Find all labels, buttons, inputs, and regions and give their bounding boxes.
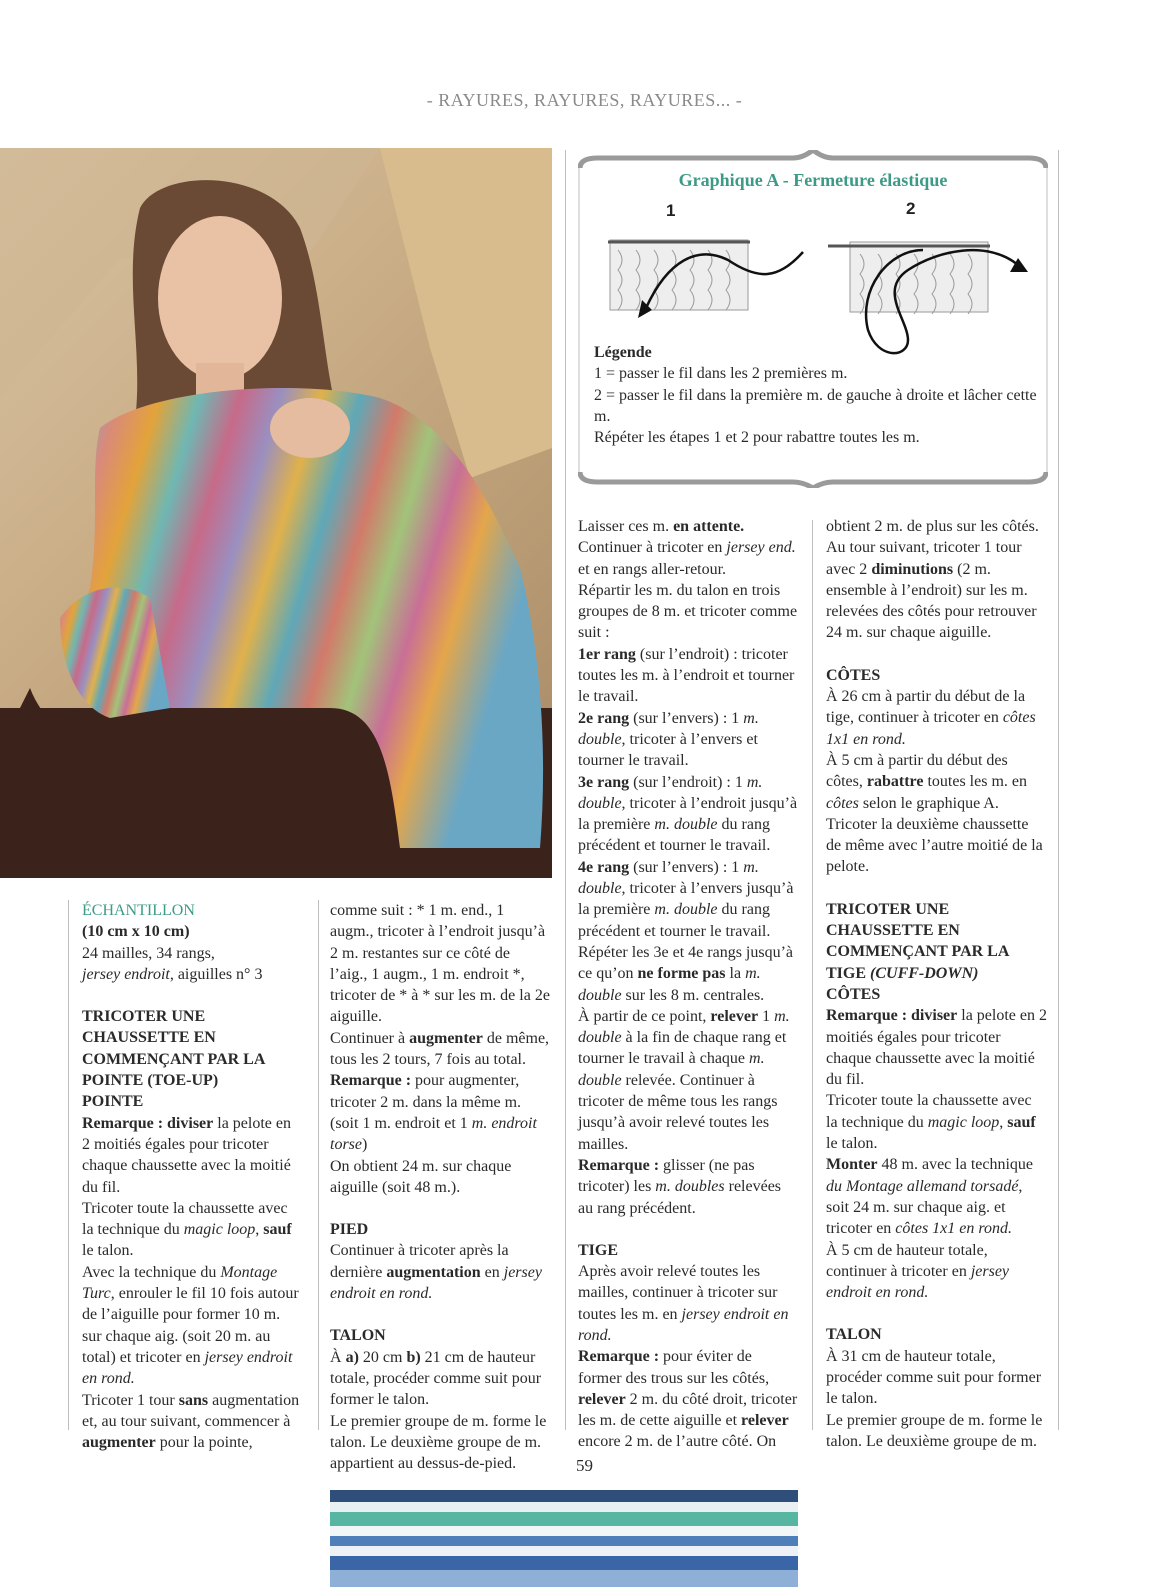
paragraph: Remarque : pour augmenter, tricoter 2 m. dans la même m. (soit 1 m. endroit et 1 m. endroit torse) [330,1072,537,1154]
text-column-1 [82,900,302,1453]
section-heading-cotes: CÔTES [826,666,881,684]
paragraph: Répartir les m. du talon en trois groupes de 8 m. et tricoter comme suit : [578,581,798,642]
paragraph: Tricoter 1 tour sans augmentation et, au tour suivant, commencer à augmenter pour la pointe, [82,1391,300,1452]
chart-title: Graphique A - Fermeture élastique [678,170,948,190]
sweater-photo [0,148,552,878]
section-heading-tige: TIGE [578,1241,619,1259]
paragraph: comme suit : * 1 m. end., 1 augm., tricoter à l’endroit jusqu’à 2 m. restantes sur ce côté de l’aig., 1 augm., 1 m. endroit *, tricoter de * à * sur les m. de la 2e aiguille. [330,902,550,1026]
paragraph: Répéter les 3e et 4e rangs jusqu’à ce qu’on ne forme pas la m. double sur les 8 m. centrales. [578,943,794,1004]
chart-legend [594,342,1044,448]
column-rule [318,900,319,1430]
column-rule [68,900,69,1430]
gauge-stitches: 24 mailles, 34 rangs, [82,944,215,962]
section-heading-talon-2: TALON [826,1326,882,1344]
knit-texture-photo [330,1490,798,1587]
gauge-needles: jersey endroit, aiguilles n° 3 [82,965,263,983]
section-heading-echantillon: ÉCHANTILLON [82,902,195,919]
column-rule [812,520,813,1430]
paragraph: obtient 2 m. de plus sur les côtés. Au tour suivant, tricoter 1 tour avec 2 diminutions (2 m. ensemble à l’endroit) sur les m. relevées des côtés pour retrouver 24 m. sur chaque aiguille. [826,518,1039,642]
paragraph: Tricoter toute la chaussette avec la technique du magic loop, sauf le talon. [82,1199,292,1260]
section-heading-cotes-2: CÔTES [826,985,881,1003]
paragraph: Tricoter la deuxième chaussette de même avec l’autre moitié de la pelote. [826,815,1043,876]
row-instruction-3: 3e rang (sur l’endroit) : 1 m. double, tricoter à l’endroit jusqu’à la première m. double du rang précédent et tourner le travail. [578,773,798,855]
column-rule [1058,150,1059,1430]
text-column-3 [578,516,799,1453]
section-heading-toe-up: TRICOTER UNE CHAUSSETTE EN COMMENÇANT PAR LA POINTE (TOE-UP) [82,1008,265,1090]
paragraph: Remarque : glisser (ne pas tricoter) les m. doubles relevées au rang précédent. [578,1156,782,1217]
paragraph: À 5 cm de hauteur totale, continuer à tricoter en jersey endroit en rond. [826,1241,1010,1302]
paragraph: Le premier groupe de m. forme le talon. Le deuxième groupe de m. [826,1411,1043,1450]
legend-item-1: 1 = passer le fil dans les 2 premières m. [594,365,848,383]
section-heading-pied: PIED [330,1221,369,1239]
legend-item-3: Répéter les étapes 1 et 2 pour rabattre toutes les m. [594,429,920,447]
paragraph: Avec la technique du Montage Turc, enrouler le fil 10 fois autour de l’aiguille pour former 10 m. sur chaque aig. (soit 20 m. au total) et tricoter en jersey endroit en rond. [82,1263,299,1388]
paragraph: Continuer à augmenter de même, tous les 2 tours, 7 fois au total. [330,1029,550,1069]
legend-title: Légende [594,344,652,361]
paragraph: Remarque : diviser la pelote en 2 moitiés égales pour tricoter chaque chaussette avec la moitié du fil. [82,1114,291,1196]
column-rule [565,150,566,1430]
paragraph: On obtient 24 m. sur chaque aiguille (soit 48 m.). [330,1157,512,1196]
paragraph: Tricoter toute la chaussette avec la technique du magic loop, sauf le talon. [826,1092,1036,1153]
paragraph: À partir de ce point, relever 1 m. double à la fin de chaque rang et tourner le travail à chaque m. double relevée. Continuer à tricoter de même tous les rangs jusqu’à avoir relevé toutes les mailles. [578,1007,790,1153]
text-column-4 [826,516,1047,1452]
text-column-2 [330,900,551,1474]
row-instruction-1: 1er rang (sur l’endroit) : tricoter toutes les m. à l’endroit et tourner le travail. [578,645,795,706]
paragraph: Laisser ces m. en attente. [578,518,745,535]
paragraph: À 31 cm de hauteur totale, procéder comme suit pour former le talon. [826,1347,1042,1408]
paragraph: À 5 cm à partir du début des côtes, rabattre toutes les m. en côtes selon le graphique A. [826,751,1027,812]
section-heading-talon: TALON [330,1327,386,1345]
knit-texture-illustration [330,1490,798,1587]
photo-illustration [0,148,552,878]
running-head: - RAYURES, RAYURES, RAYURES... - [426,90,743,110]
section-heading-cuff-down: TRICOTER UNE CHAUSSETTE EN COMMENÇANT PAR LA TIGE (CUFF-DOWN) [826,900,1009,982]
chart-a-box [578,150,1048,488]
paragraph: Après avoir relevé toutes les mailles, continuer à tricoter sur toutes les m. en jersey endroit en rond. [578,1263,789,1344]
step-2-label: 2 [906,199,916,218]
paragraph: Continuer à tricoter en jersey end. et en rangs aller-retour. [578,539,796,578]
swatch-1-icon [608,240,803,318]
paragraph: Continuer à tricoter après la dernière augmentation en jersey endroit en rond. [330,1242,542,1303]
paragraph: À 26 cm à partir du début de la tige, continuer à tricoter en côtes 1x1 en rond. [826,688,1036,748]
paragraph: Monter 48 m. avec la technique du Montage allemand torsadé, soit 24 m. sur chaque aig. et tricoter en côtes 1x1 en rond. [826,1156,1034,1238]
swatch-2-icon [828,242,1028,353]
page-number: 59 [576,1456,593,1475]
paragraph: Remarque : pour éviter de former des trous sur les côtés, relever 2 m. du côté droit, tricoter les m. de cette aiguille et relever encore 2 m. de l’autre côté. On [578,1348,798,1451]
gauge-size: (10 cm x 10 cm) [82,923,190,941]
paragraph: Remarque : diviser la pelote en 2 moitiés égales pour tricoter chaque chaussette avec la moitié du fil. [826,1007,1047,1089]
paragraph: Le premier groupe de m. forme le talon. Le deuxième groupe de m. appartient au dessus-de-pied. [330,1412,547,1473]
section-heading-pointe: POINTE [82,1093,144,1111]
paragraph: À a) 20 cm b) 21 cm de hauteur totale, procéder comme suit pour former le talon. [330,1348,542,1409]
row-instruction-4: 4e rang (sur l’envers) : 1 m. double, tricoter à l’envers jusqu’à la première m. double du rang précédent et tourner le travail. [578,858,794,940]
legend-item-2: 2 = passer le fil dans la première m. de gauche à droite et lâcher cette m. [594,386,1037,425]
step-1-label: 1 [666,201,676,220]
row-instruction-2: 2e rang (sur l’envers) : 1 m. double, tricoter à l’envers et tourner le travail. [578,709,759,770]
